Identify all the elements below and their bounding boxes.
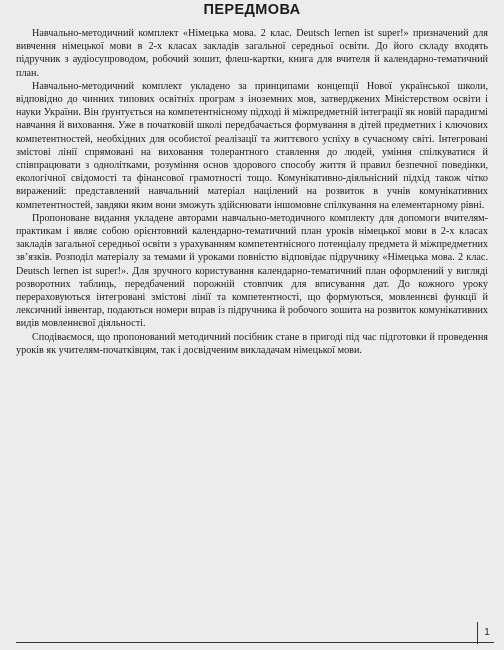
page-title: ПЕРЕДМОВА	[203, 2, 301, 18]
paragraph: Навчально-методичний комплект укладено за принципами концепції Нової української школи, відповідно до чинних типових освітніх програм з іноземних мов, затверджених Міністерством освіти і науки України. Він ґрунтується на компетентнісному підході й міжпредметній інтеграції як новій парадигмі навчання й виховання. Уже в початковій школі передбачається формування в дітей предметних і ключових компетентностей, необхідних для особистої реалізації та життєвого успіху в сучасному світі. Інтегровані змістові лінії спрямовані на виховання толерантного ставлення до людей, уміння спілкуватися й співпрацювати з однолітками, розуміння основ здорового способу життя й правил безпечної поведінки, екологічної свідомості та фінансової грамотності тощо. Комунікативно-діяльнісний підхід також чітко виражений: представлений навчальний матеріал націлений на розвиток в учнів комунікативних компетентностей, завдяки яким вони зможуть здійснювати іншомовне спілкування на елементарному рівні.	[16, 80, 488, 211]
paragraph: Навчально-методичний комплект «Німецька мова. 2 клас. Deutsch lernen ist super!» призначений для вивчення німецької мови в 2-х класах закладів загальної середньої освіти. До його складу входять підручник з аудіосупроводом, робочий зошит, флеш-картки, книга для вчителя й календарно-тематичний план.	[16, 28, 488, 79]
footer-rule	[16, 642, 494, 643]
paragraph: Пропоноване видання укладене авторами навчально-методичного комплекту для допомоги вчителям-практикам і являє собою орієнтовний календарно-тематичний план уроків німецької мови в 2-х класах закладів загальної середньої освіти з урахуванням компетентнісного потенціалу предмета й міжпредметних зв’язків. Розподіл матеріалу за темами й уроками повністю відповідає підручнику «Німецька мова. 2 клас. Deutsch lernen ist super!». Для зручного користування календарно-тематичний план оформлений у вигляді розворотних таблиць, передбачений порожній стовпчик для вписування дат. До кожного уроку перераховуються інтегровані змістові лінії та компетентності, що формуються, мовленнєві функції й лексичний інвентар, подаються номери вправ із підручника й робочого зошита на розвиток комунікативних видів мовленнєвої діяльності.	[16, 212, 488, 330]
body-text	[16, 27, 488, 357]
paragraph: Сподіваємося, що пропонований методичний посібник стане в пригоді під час підготовки й проведення уроків як учителям-початківцям, так і досвідченим викладачам німецької мови.	[16, 331, 488, 356]
page-number: 1	[477, 622, 496, 644]
